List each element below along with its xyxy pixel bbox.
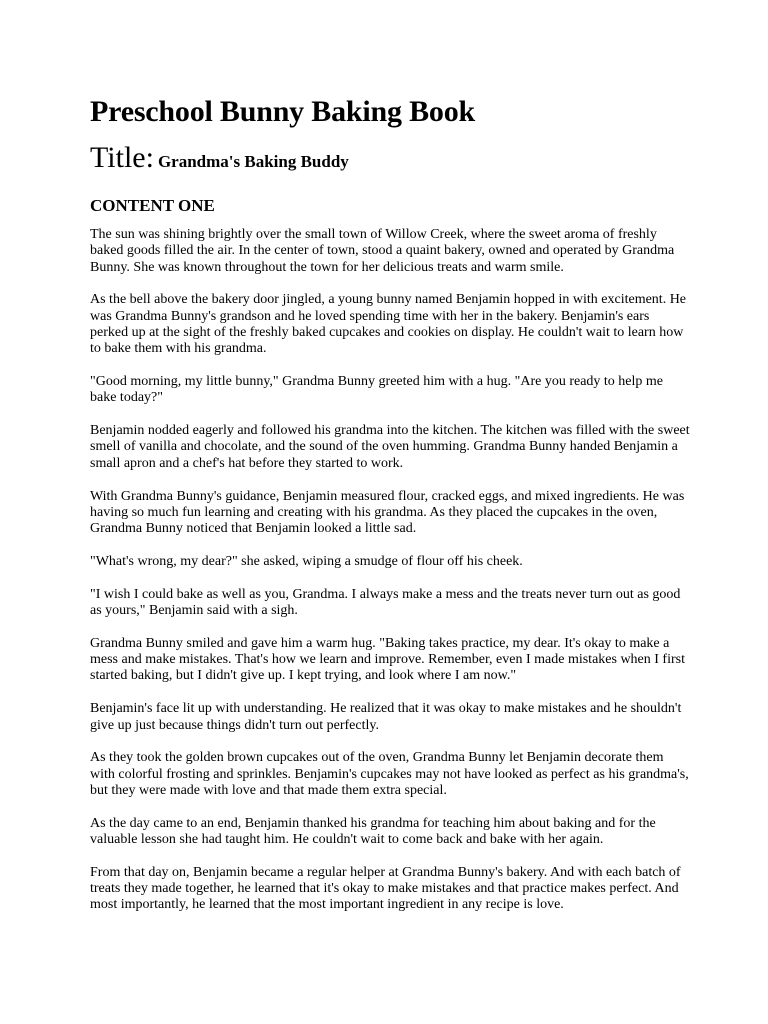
story-title-line <box>90 138 690 183</box>
section-heading: CONTENT ONE <box>90 196 215 215</box>
story-paragraph-2: As the bell above the bakery door jingled, a young bunny named Benjamin hopped in with excitement. He was Grandma Bunny's grandson and he loved spending time with her in the bakery. Benjamin's ears perked up at the sight of the freshly baked cupcakes and cookies on display. He couldn't wait to learn how to bake them with his grandma. <box>90 292 687 357</box>
story-paragraph-6: "What's wrong, my dear?" she asked, wiping a smudge of flour off his cheek. <box>90 553 523 569</box>
story-paragraph-4: Benjamin nodded eagerly and followed his grandma into the kitchen. The kitchen was filled with the sweet smell of vanilla and chocolate, and the sound of the oven humming. Grandma Bunny handed Benjamin a small apron and a chef's hat before they started to work. <box>90 423 690 471</box>
story-paragraph-8: Grandma Bunny smiled and gave him a warm hug. "Baking takes practice, my dear. It's okay to make a mess and make mistakes. That's how we learn and improve. Remember, even I made mistakes when I first started baking, but I didn't give up. I kept trying, and look where I am now." <box>90 635 685 684</box>
story-paragraph-10: As they took the golden brown cupcakes out of the oven, Grandma Bunny let Benjamin decorate them with colorful frosting and sprinkles. Benjamin's cupcakes may not have looked as perfect as his grandma's, but they were made with love and that made them extra special. <box>90 750 689 798</box>
story-title-value: Grandma's Baking Buddy <box>157 152 349 171</box>
story-paragraph-11: As the day came to an end, Benjamin thanked his grandma for teaching him about baking and for the valuable lesson she had taught him. He couldn't wait to come back and bake with her again. <box>90 815 656 848</box>
story-paragraph-12: From that day on, Benjamin became a regular helper at Grandma Bunny's bakery. And with each batch of treats they made together, he learned that it's okay to make mistakes and that practice makes perfect. And most importantly, he learned that the most important ingredient in any recipe is love. <box>90 864 681 913</box>
story-title-label: Title: <box>90 141 154 174</box>
story-paragraph-3: "Good morning, my little bunny," Grandma Bunny greeted him with a hug. "Are you ready to help me bake today?" <box>90 374 664 406</box>
story-paragraph-1: The sun was shining brightly over the small town of Willow Creek, where the sweet aroma of freshly baked goods filled the air. In the center of town, stood a quaint bakery, owned and operated by Grandma Bunny. She was known throughout the town for her delicious treats and warm smile. <box>90 227 675 275</box>
story-paragraph-5: With Grandma Bunny's guidance, Benjamin measured flour, cracked eggs, and mixed ingredients. He was having so much fun learning and creating with his grandma. As they placed the cupcakes in the oven, Grandma Bunny noticed that Benjamin looked a little sad. <box>90 488 685 537</box>
document-title: Preschool Bunny Baking Book <box>90 95 475 128</box>
document-page <box>90 92 690 930</box>
story-paragraph-7: "I wish I could bake as well as you, Grandma. I always make a mess and the treats never turn out as good as yours," Benjamin said with a sigh. <box>90 586 681 619</box>
story-paragraph-9: Benjamin's face lit up with understanding. He realized that it was okay to make mistakes and he shouldn't give up just because things didn't turn out perfectly. <box>90 701 682 733</box>
